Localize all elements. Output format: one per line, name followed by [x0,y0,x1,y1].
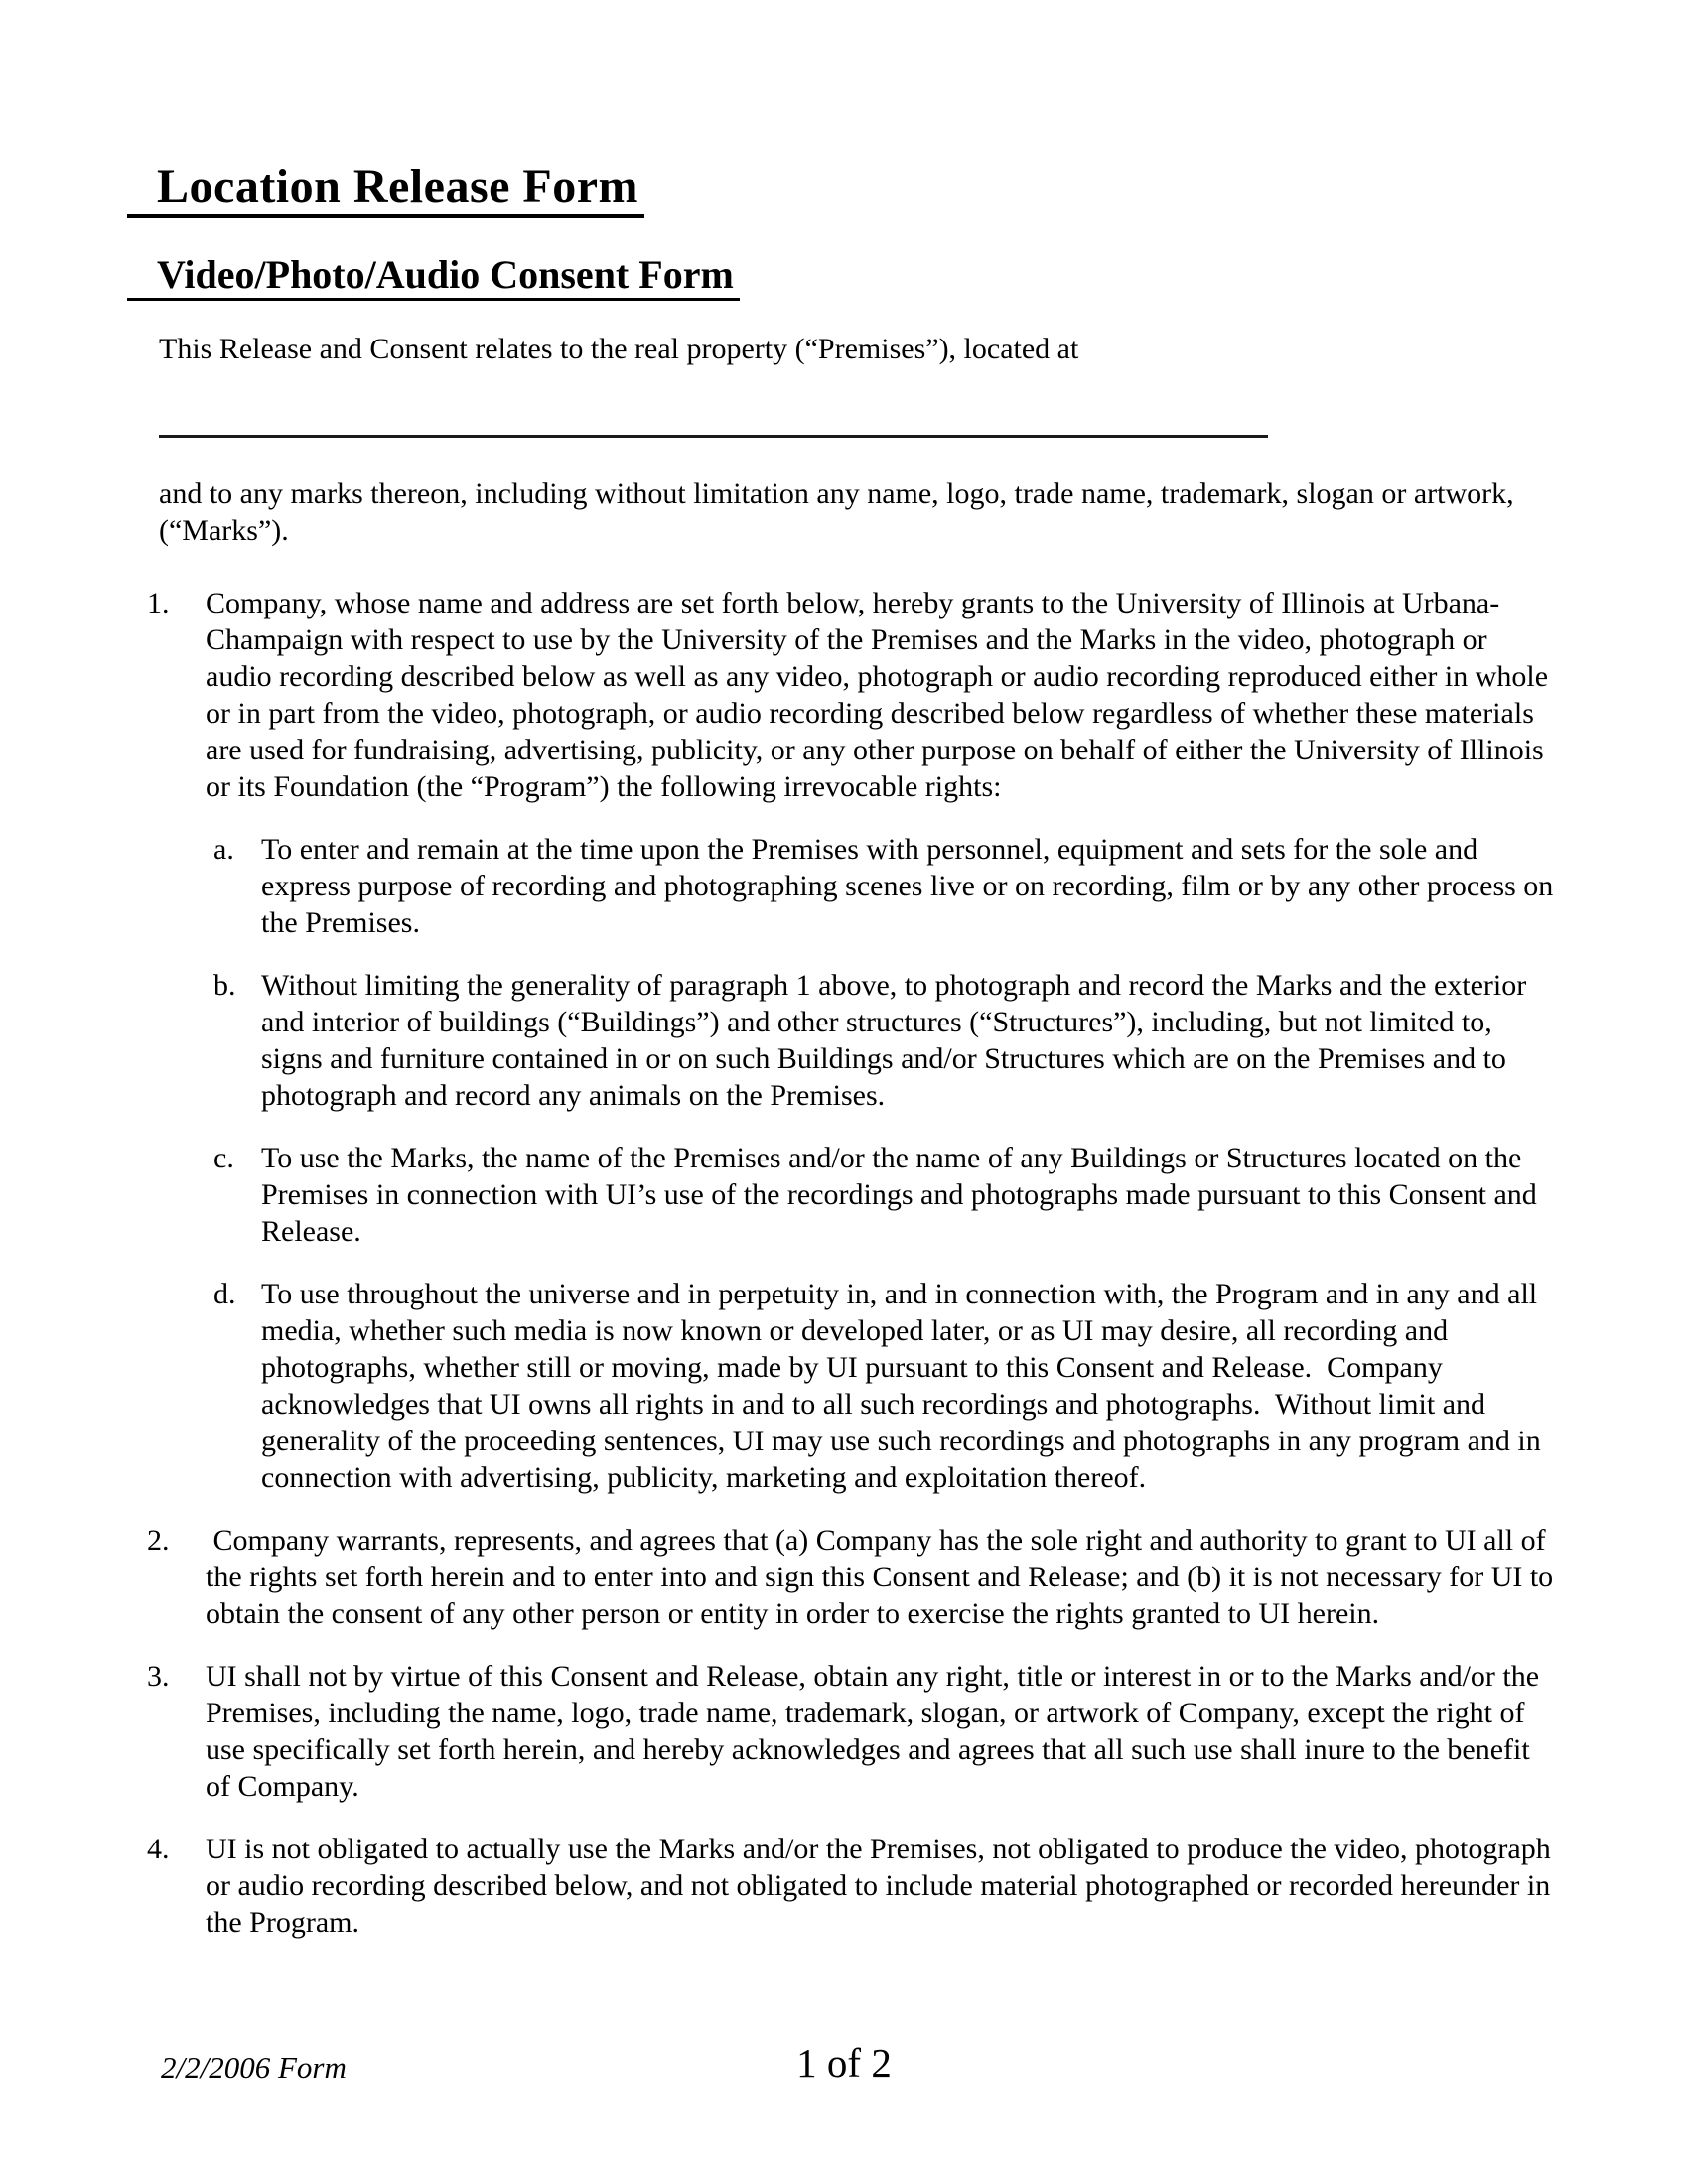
sub-item-d-letter: d. [213,1278,236,1311]
list-item-2 [147,1522,1559,1632]
sub-item-b-text: Without limiting the generality of paragraph 1 above, to photograph and record the Marks and the exterior and interior of buildings (“Buildings”) and other structures (“Structures”), including, but not limited to, signs and furniture contained in or on such Buildings and/or Structures which are on the Premises and to photograph and record any animals on the Premises. [261,969,1534,1113]
sub-item-a [213,831,1559,941]
premises-intro-text: This Release and Consent relates to the real property (“Premises”), located at [159,333,1079,366]
list-item-3-text: UI shall not by virtue of this Consent and Release, obtain any right, title or interest in or to the Marks and/or the Premises, including the name, logo, trade name, trademark, slogan, or artwork of Company, except the right of use specifically set forth herein, and hereby acknowledges and agrees that all such use shall inure to the benefit of Company. [206,1660,1547,1804]
list-item-2-text: Company warrants, represents, and agrees that (a) Company has the sole right and authority to grant to UI all of the rights set forth herein and to enter into and sign this Consent and Release; and (b) it is not necessary for UI to obtain the consent of any other person or entity in order to exercise the rights granted to UI herein. [206,1524,1561,1631]
page-footer [0,2041,1688,2101]
list-item-2-number: 2. [147,1524,170,1558]
list-item-4-text: UI is not obligated to actually use the Marks and/or the Premises, not obligated to produce the video, photograph or audio recording described below, and not obligated to include material photographed or recorded hereunder in the Program. [206,1833,1559,1940]
list-item-1 [147,585,1559,805]
sub-item-a-text: To enter and remain at the time upon the Premises with personnel, equipment and sets for the sole and express purpose of recording and photographing scenes live or on recording, film or by any other process on the Premises. [261,833,1561,940]
list-item-1-text: Company, whose name and address are set forth below, hereby grants to the University of Illinois at Urbana-Champaign with respect to use by the University of the Premises and the Marks in the video, photograph or audio recording described below as well as any video, photograph or audio recording reproduced either in whole or in part from the video, photograph, or audio recording described below regardless of whether these materials are used for fundraising, advertising, publicity, or any other purpose on behalf of either the University of Illinois or its Foundation (the “Program”) the following irrevocable rights: [206,587,1556,804]
sub-item-c-letter: c. [213,1142,234,1175]
page-title: Location Release Form [127,162,644,218]
list-item-3 [147,1658,1559,1805]
page-number: 1 of 2 [796,2040,892,2086]
sub-item-b [213,967,1559,1114]
sub-item-c [213,1140,1559,1250]
list-item-3-number: 3. [147,1660,170,1694]
marks-clause-text: and to any marks thereon, including without limitation any name, logo, trade name, trademark, slogan or artwork, (“Marks”). [159,478,1522,548]
list-item-4 [147,1831,1559,1941]
sub-item-b-letter: b. [213,969,236,1003]
numbered-list [147,585,1561,1941]
sub-item-d-text: To use throughout the universe and in perpetuity in, and in connection with, the Program and in any and all media, whether such media is now known or developed later, or as UI may desire, all recording and photographs, whether still or moving, made by UI pursuant to this Consent and Release. Company acknowledges that UI owns all rights in and to all such recordings and photographs. Without limit and generality of the proceeding sentences, UI may use such recordings and photographs in any program and in connection with advertising, publicity, marketing and exploitation thereof. [261,1278,1549,1495]
premises-address-blank-line [159,435,1268,438]
sub-item-a-letter: a. [213,833,234,867]
lettered-sub-list [159,831,1559,1496]
list-item-4-number: 4. [147,1833,170,1866]
list-item-1-number: 1. [147,587,170,620]
sub-item-c-text: To use the Marks, the name of the Premises and/or the name of any Buildings or Structures located on the Premises in connection with UI’s use of the recordings and photographs made pursuant to this Consent and Release. [261,1142,1545,1249]
form-version-label: 2/2/2006 Form [161,2050,347,2085]
sub-item-d [213,1276,1559,1496]
subtitle: Video/Photo/Audio Consent Form [127,254,740,301]
